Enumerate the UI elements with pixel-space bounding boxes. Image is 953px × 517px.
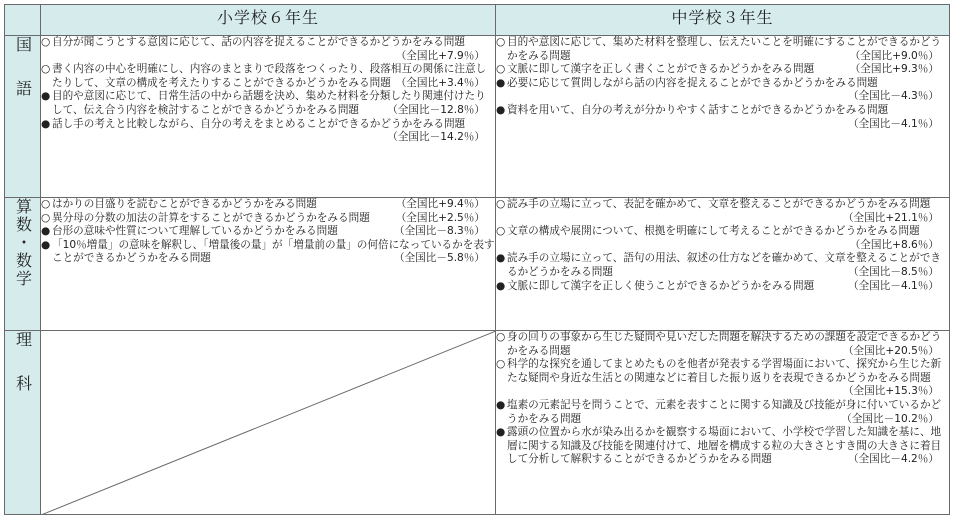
open-circle-icon: ○ xyxy=(41,198,51,210)
national-comparison: （全国比－4.1％） xyxy=(847,117,939,130)
comparison-table-container xyxy=(4,4,949,513)
open-circle-icon: ○ xyxy=(496,331,506,343)
subject-math xyxy=(5,198,41,331)
list-item xyxy=(41,198,495,212)
subject-label-science: 理科 xyxy=(13,331,33,419)
item-text: 資料を用いて、自分の考えが分かりやすく話すことができるかどうかをみる問題 xyxy=(507,103,889,116)
filled-circle-icon: ● xyxy=(496,103,506,116)
list-item xyxy=(496,198,949,225)
national-comparison: （全国比+20.5％） xyxy=(842,344,939,357)
national-comparison: （全国比+8.6％） xyxy=(849,238,939,251)
diagonal-strike-line xyxy=(41,331,496,515)
item-text: 「10％増量」の意味を解釈し、「増量後の量」が「増量前の量」の何倍になっているかを表すことができるかどうかをみる問題 xyxy=(52,238,495,265)
national-comparison: （全国比+15.3％） xyxy=(842,385,939,398)
cell-science-junior xyxy=(496,331,950,515)
national-comparison: （全国比－10.2％） xyxy=(841,412,939,425)
national-comparison: （全国比－4.2％） xyxy=(847,453,939,466)
item-text: 文章の構成や展開について、根拠を明確にして考えることができるかどうかをみる問題 xyxy=(507,225,920,238)
filled-circle-icon: ● xyxy=(41,90,51,103)
national-comparison: （全国比－4.3％） xyxy=(847,90,939,103)
item-text: 台形の意味や性質について理解しているかどうかをみる問題 xyxy=(52,225,338,238)
open-circle-icon: ○ xyxy=(41,211,51,224)
filled-circle-icon: ● xyxy=(496,398,506,411)
list-item xyxy=(496,104,949,131)
national-comparison: （全国比－8.3％） xyxy=(393,225,485,238)
national-comparison: （全国比+7.9％） xyxy=(395,49,485,62)
item-text: 目的や意図に応じて、集めた材料を整理し、伝えたいことを明確にすることができるかどうかをみる問題 xyxy=(507,36,942,62)
national-comparison: （全国比+3.4％） xyxy=(395,76,485,89)
list-item xyxy=(496,63,949,77)
open-circle-icon: ○ xyxy=(41,36,51,48)
list-item xyxy=(41,239,495,266)
list-item xyxy=(496,77,949,104)
item-text: 目的や意図に応じて、日常生活の中から話題を決め、集めた材料を分類したり関連付けたりして、伝え合う内容を検討することができるかどうかをみる問題 xyxy=(52,90,486,116)
list-item xyxy=(41,225,495,239)
national-comparison: （全国比－14.2％） xyxy=(387,131,485,144)
item-text: 読み手の立場に立って、語句の用法、叙述の仕方などを確かめて、文章を整えることができるかどうかをみる問題 xyxy=(507,252,941,278)
national-comparison: （全国比+9.4％） xyxy=(395,198,485,210)
header-row xyxy=(5,5,950,36)
subject-kokugo xyxy=(5,36,41,198)
filled-circle-icon: ● xyxy=(41,225,51,238)
open-circle-icon: ○ xyxy=(496,358,506,371)
list-item xyxy=(496,36,949,63)
list-item xyxy=(496,252,949,279)
corner-cell xyxy=(5,5,41,36)
list-item xyxy=(41,90,495,117)
item-text: 話し手の考えと比較しながら、自分の考えをまとめることができるかどうかをみる問題 xyxy=(52,117,466,130)
row-kokugo xyxy=(5,36,950,198)
national-comparison: （全国比－12.8％） xyxy=(387,103,485,116)
cell-kokugo-elementary xyxy=(41,36,496,198)
open-circle-icon: ○ xyxy=(41,63,51,76)
header-elementary-6: 小学校６年生 xyxy=(41,5,496,36)
comparison-table xyxy=(4,4,950,515)
national-comparison: （全国比+9.0％） xyxy=(849,49,939,62)
national-comparison: （全国比+21.1％） xyxy=(842,211,939,224)
open-circle-icon: ○ xyxy=(496,36,506,48)
subject-label-kokugo: 国語 xyxy=(13,36,33,124)
subject-science xyxy=(5,331,41,515)
list-item xyxy=(41,63,495,90)
cell-kokugo-junior xyxy=(496,36,950,198)
open-circle-icon: ○ xyxy=(496,225,506,238)
filled-circle-icon: ● xyxy=(41,238,51,251)
national-comparison: （全国比－4.1％） xyxy=(847,279,939,292)
item-text: はかりの目盛りを読むことができるかどうかをみる問題 xyxy=(52,198,317,210)
item-text: 文脈に即して漢字を正しく書くことができるかどうかをみる問題 xyxy=(507,63,815,76)
item-text: 必要に応じて質問しながら話の内容を捉えることができるかどうかをみる問題 xyxy=(507,76,878,89)
item-text: 露頭の位置から水が染み出るかを観察する場面において、小学校で学習した知識を基に、地層に関する知識及び技能を関連付けて、地層を構成する粒の大きさとすき間の大きさに着目して分析して解釈することができるかどうかをみる問題 xyxy=(507,426,942,466)
item-text: 塩素の元素記号を問うことで、元素を表すことに関する知識及び技能が身に付いているかどうかをみる問題 xyxy=(507,398,942,425)
filled-circle-icon: ● xyxy=(496,279,506,292)
list-item xyxy=(41,212,495,226)
list-item xyxy=(496,358,949,399)
filled-circle-icon: ● xyxy=(496,76,506,89)
list-item xyxy=(496,280,949,294)
cell-math-elementary xyxy=(41,198,496,331)
row-science xyxy=(5,331,950,515)
filled-circle-icon: ● xyxy=(496,426,506,439)
item-text: 文脈に即して漢字を正しく使うことができるかどうかをみる問題 xyxy=(507,279,815,292)
header-junior-3: 中学校３年生 xyxy=(496,5,950,36)
list-item xyxy=(41,36,495,63)
list-item xyxy=(496,225,949,252)
cell-science-elementary-empty xyxy=(41,331,496,515)
national-comparison: （全国比+9.3％） xyxy=(849,63,939,76)
subject-label-math: 算数・数学 xyxy=(13,198,33,288)
filled-circle-icon: ● xyxy=(496,252,506,265)
list-item xyxy=(41,118,495,145)
cell-math-junior xyxy=(496,198,950,331)
item-text: 身の回りの事象から生じた疑問や見いだした問題を解決するための課題を設定できるかどうかをみる問題 xyxy=(507,331,942,357)
national-comparison: （全国比－8.5％） xyxy=(847,265,939,278)
list-item xyxy=(496,399,949,426)
row-math xyxy=(5,198,950,331)
list-item xyxy=(496,331,949,358)
item-text: 自分が聞こうとする意図に応じて、話の内容を捉えることができるかどうかをみる問題 xyxy=(52,36,465,48)
filled-circle-icon: ● xyxy=(41,117,51,130)
open-circle-icon: ○ xyxy=(496,63,506,76)
item-text: 科学的な探究を通してまとめたものを他者が発表する学習場面において、探究から生じた新たな疑問や身近な生活との関連などに着目した振り返りを表現できるかどうかをみる問題 xyxy=(507,358,942,384)
item-text: 異分母の分数の加法の計算をすることができるかどうかをみる問題 xyxy=(52,211,370,224)
national-comparison: （全国比－5.8％） xyxy=(393,252,485,265)
list-item xyxy=(496,426,949,467)
open-circle-icon: ○ xyxy=(496,198,506,210)
national-comparison: （全国比+2.5％） xyxy=(395,211,485,224)
item-text: 書く内容の中心を明確にし、内容のまとまりで段落をつくったり、段落相互の関係に注意したりして、文章の構成を考えたりすることができるかどうかをみる問題 xyxy=(52,63,487,89)
item-text: 読み手の立場に立って、表記を確かめて、文章を整えることができるかどうかをみる問題 xyxy=(507,198,931,210)
